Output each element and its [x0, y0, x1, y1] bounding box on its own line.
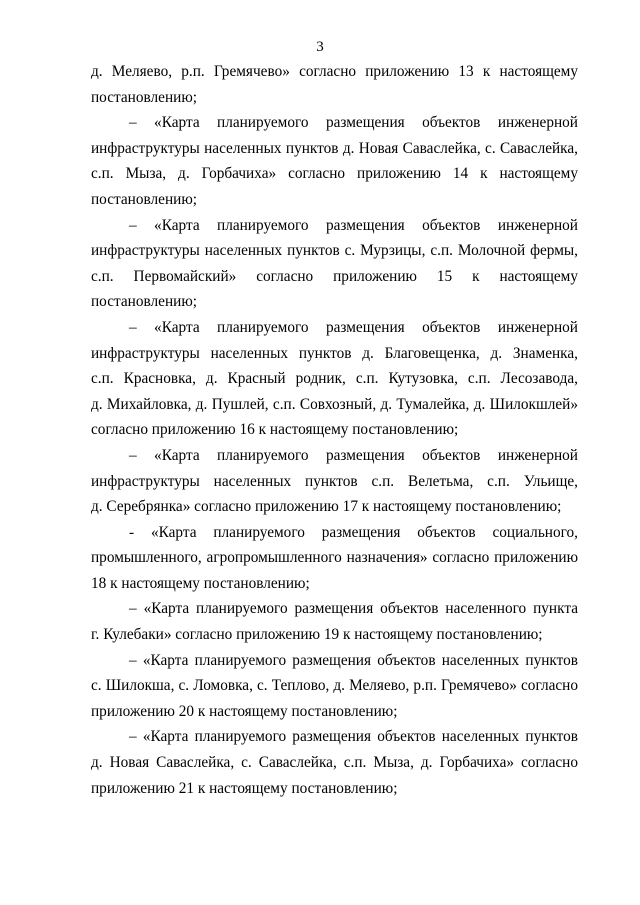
text-line: согласно приложению 16 к настоящему постановлению;	[91, 421, 459, 439]
text-line: промышленного, агропромышленного назначения» согласно приложению	[91, 549, 578, 567]
text-line: – «Карта планируемого размещения объектов инженерной	[129, 114, 578, 132]
text-line: – «Карта планируемого размещения объектов населенных пунктов	[129, 651, 578, 669]
text-line: постановлению;	[91, 88, 197, 106]
text-line: с.п. Первомайский» согласно приложению 15 к настоящему	[91, 267, 578, 285]
list-item	[91, 648, 578, 725]
list-item	[91, 315, 578, 443]
text-line: - «Карта планируемого размещения объектов социального,	[129, 523, 578, 541]
list-item	[91, 520, 578, 597]
text-line: д. Михайловка, д. Пушлей, с.п. Совхозный, д. Тумалейка, д. Шилокшлей»	[91, 395, 578, 413]
text-line: – «Карта планируемого размещения объектов инженерной	[129, 318, 578, 336]
text-line: с. Шилокша, с. Ломовка, с. Теплово, д. Меляево, р.п. Гремячево» согласно	[91, 677, 578, 695]
text-line: с.п. Красновка, д. Красный родник, с.п. Кутузовка, с.п. Лесозавода,	[91, 370, 578, 388]
list-item	[91, 443, 578, 520]
text-line: – «Карта планируемого размещения объектов инженерной	[129, 446, 578, 464]
text-line: приложению 21 к настоящему постановлению;	[91, 779, 398, 797]
document-body	[91, 59, 578, 801]
text-line: – «Карта планируемого размещения объектов населенных пунктов	[129, 728, 578, 746]
text-line: 18 к настоящему постановлению;	[91, 574, 310, 592]
text-line: инфраструктуры населенных пунктов с.п. Велетьма, с.п. Ульище,	[91, 472, 578, 490]
list-item	[91, 213, 578, 315]
text-line: с.п. Мыза, д. Горбачиха» согласно приложению 14 к настоящему	[91, 165, 578, 183]
text-line: г. Кулебаки» согласно приложению 19 к настоящему постановлению;	[91, 626, 543, 644]
text-line: инфраструктуры населенных пунктов с. Мурзицы, с.п. Молочной фермы,	[91, 242, 578, 260]
list-item	[91, 596, 578, 647]
text-line: приложению 20 к настоящему постановлению;	[91, 702, 398, 720]
text-line: постановлению;	[91, 190, 197, 208]
text-line: постановлению;	[91, 293, 197, 311]
page-number: 3	[316, 39, 324, 55]
text-line: д. Меляево, р.п. Гремячево» согласно приложению 13 к настоящему	[91, 63, 578, 80]
text-line: д. Серебрянка» согласно приложению 17 к настоящему постановлению;	[91, 498, 562, 516]
list-item	[91, 724, 578, 801]
text-line: инфраструктуры населенных пунктов д. Благовещенка, д. Знаменка,	[91, 344, 578, 362]
text-line: – «Карта планируемого размещения объектов инженерной	[129, 216, 578, 234]
text-line: инфраструктуры населенных пунктов д. Новая Саваслейка, с. Саваслейка,	[91, 139, 578, 157]
text-line: д. Новая Саваслейка, с. Саваслейка, с.п. Мыза, д. Горбачиха» согласно	[91, 754, 578, 772]
list-item	[91, 110, 578, 212]
text-line: – «Карта планируемого размещения объектов населенного пункта	[129, 600, 578, 618]
paragraph	[91, 59, 578, 110]
